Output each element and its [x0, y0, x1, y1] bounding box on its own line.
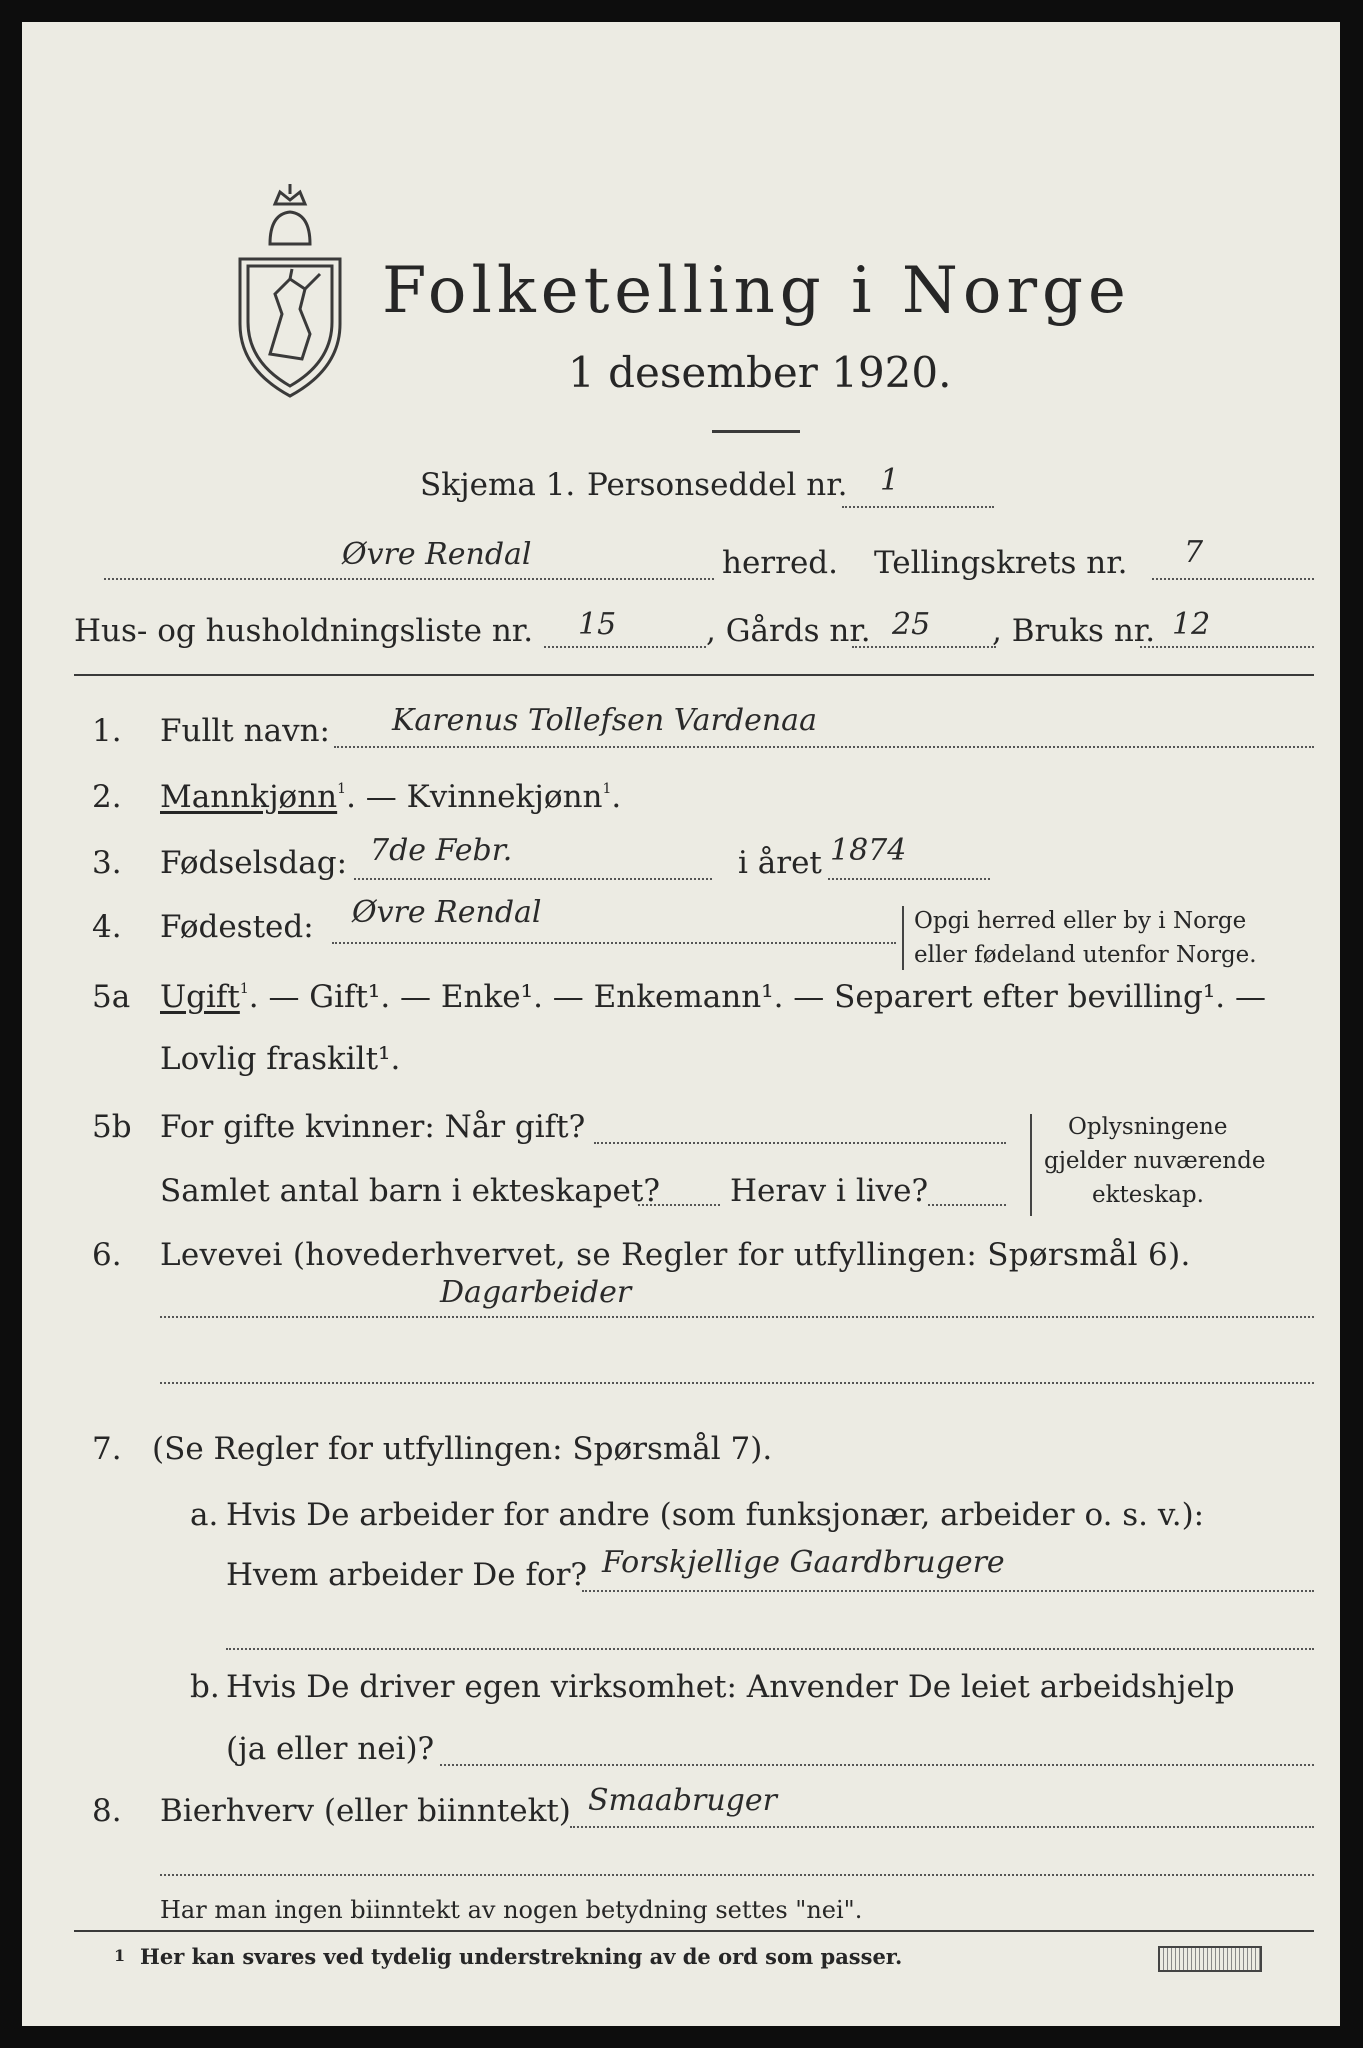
birthday-value: 7de Febr.	[370, 833, 513, 868]
gards-field	[852, 646, 996, 648]
q5b-note-1: Oplysningene	[1068, 1114, 1228, 1140]
q5b-note-2: gjelder nuværende	[1044, 1148, 1266, 1174]
side-income-value: Smaabruger	[588, 1783, 777, 1818]
married-when-field	[594, 1142, 1006, 1144]
occupation-field-2	[160, 1382, 1314, 1384]
herred-value: Øvre Rendal	[342, 537, 532, 572]
header-divider	[74, 674, 1314, 676]
hus-label: Hus- og husholdningsliste nr.	[74, 613, 534, 649]
q5b-label-1: For gifte kvinner: Når gift?	[160, 1109, 586, 1145]
bruks-label: , Bruks nr.	[992, 613, 1156, 649]
footer-divider	[74, 1930, 1314, 1932]
q1-number: 1.	[92, 713, 122, 749]
bruks-field	[1140, 646, 1314, 648]
gender-female: Kvinnekjønn	[406, 779, 603, 815]
q6-label: Levevei (hovederhvervet, se Regler for utfyllingen: Spørsmål 6).	[160, 1237, 1191, 1273]
q7-number: 7.	[92, 1431, 122, 1467]
gender-sep: . —	[346, 779, 407, 815]
q7b-line-1: Hvis De driver egen virksomhet: Anvender De leiet arbeidshjelp	[226, 1669, 1235, 1705]
side-income-field	[570, 1826, 1314, 1828]
marital-line-2: Lovlig fraskilt¹.	[160, 1041, 401, 1077]
gender-end: .	[611, 779, 622, 815]
census-form	[22, 22, 1340, 2026]
q4-note-2: eller fødeland utenfor Norge.	[914, 942, 1257, 968]
q7-label: (Se Regler for utfyllingen: Spørsmål 7).	[152, 1431, 773, 1467]
children-alive-field	[928, 1204, 1006, 1206]
q6-number: 6.	[92, 1237, 122, 1273]
side-income-field-2	[160, 1874, 1314, 1876]
employs-help-field	[440, 1764, 1314, 1766]
personseddel-label: Personseddel nr.	[587, 467, 848, 503]
q5b-note-3: ekteskap.	[1092, 1182, 1204, 1208]
q1-label: Fullt navn:	[160, 713, 330, 749]
employer-value: Forskjellige Gaardbrugere	[602, 1545, 1005, 1580]
tellingskrets-field	[1152, 578, 1314, 580]
full-name-value: Karenus Tollefsen Vardenaa	[392, 703, 817, 738]
q4-brace	[902, 906, 904, 970]
birth-year-value: 1874	[830, 833, 907, 868]
marital-options: Ugift$^1$. — Gift¹. — Enke¹. — Enkemann¹. — Separert efter bevilling¹. —	[160, 979, 1266, 1015]
bruks-value: 12	[1172, 607, 1211, 642]
coat-of-arms-icon	[230, 184, 350, 404]
title-divider	[712, 430, 800, 433]
footnote-text: Her kan svares ved tydelig understrekning av de ord som passer.	[140, 1944, 903, 1969]
q5b-number: 5b	[92, 1109, 132, 1145]
q7a-number: a.	[190, 1497, 219, 1533]
q8-note: Har man ingen biinntekt av nogen betydning settes "nei".	[160, 1896, 863, 1924]
marital-rest: . — Gift¹. — Enke¹. — Enkemann¹. — Separert efter bevilling¹. —	[248, 979, 1266, 1015]
herred-label: herred.	[722, 545, 838, 581]
marital-ugift: Ugift	[160, 979, 240, 1015]
form-date: 1 desember 1920.	[568, 348, 952, 397]
hus-field	[544, 646, 706, 648]
gender-male: Mannkjønn	[160, 779, 338, 815]
q3-number: 3.	[92, 845, 122, 881]
birthday-field	[354, 878, 712, 880]
q5b-label-2: Samlet antal barn i ekteskapet?	[160, 1173, 660, 1209]
gards-label: , Gårds nr.	[706, 613, 871, 649]
q8-number: 8.	[92, 1793, 122, 1829]
children-field	[638, 1204, 720, 1206]
gards-value: 25	[892, 607, 931, 642]
occupation-field	[160, 1316, 1314, 1318]
birthplace-value: Øvre Rendal	[352, 895, 542, 930]
q4-note-1: Opgi herred eller by i Norge	[914, 908, 1247, 934]
q5a-number: 5a	[92, 979, 131, 1015]
q5b-brace	[1030, 1114, 1032, 1216]
personseddel-value: 1	[880, 463, 900, 498]
herred-field	[104, 578, 714, 580]
q3-label: Fødselsdag:	[160, 845, 348, 881]
gender-options: Mannkjønn$^1$. — Kvinnekjønn$^1$.	[160, 779, 622, 815]
birthplace-field	[332, 942, 896, 944]
q7a-line-1: Hvis De arbeider for andre (som funksjonær, arbeider o. s. v.):	[226, 1497, 1205, 1533]
tellingskrets-label: Tellingskrets nr.	[874, 545, 1128, 581]
hus-value: 15	[578, 607, 617, 642]
employer-field-2	[226, 1648, 1314, 1650]
schema-label: Skjema 1.	[420, 467, 576, 503]
employer-field	[582, 1590, 1314, 1592]
printer-stamp	[1158, 1946, 1262, 1972]
personseddel-field	[842, 506, 994, 508]
q7b-number: b.	[190, 1669, 220, 1705]
q7b-line-2: (ja eller nei)?	[226, 1731, 435, 1767]
q4-number: 4.	[92, 909, 122, 945]
q2-number: 2.	[92, 779, 122, 815]
birth-year-field	[828, 878, 990, 880]
q5b-label-3: Herav i live?	[730, 1173, 929, 1209]
full-name-field	[334, 746, 1314, 748]
q8-label: Bierhverv (eller biinntekt)	[160, 1793, 571, 1829]
form-title: Folketelling i Norge	[382, 254, 1131, 328]
footnote-mark: 1	[114, 1946, 126, 1965]
q7a-line-2: Hvem arbeider De for?	[226, 1557, 588, 1593]
q4-label: Fødested:	[160, 909, 314, 945]
tellingskrets-value: 7	[1184, 535, 1204, 570]
q3-year-label: i året	[738, 845, 822, 881]
occupation-value: Dagarbeider	[440, 1275, 632, 1310]
